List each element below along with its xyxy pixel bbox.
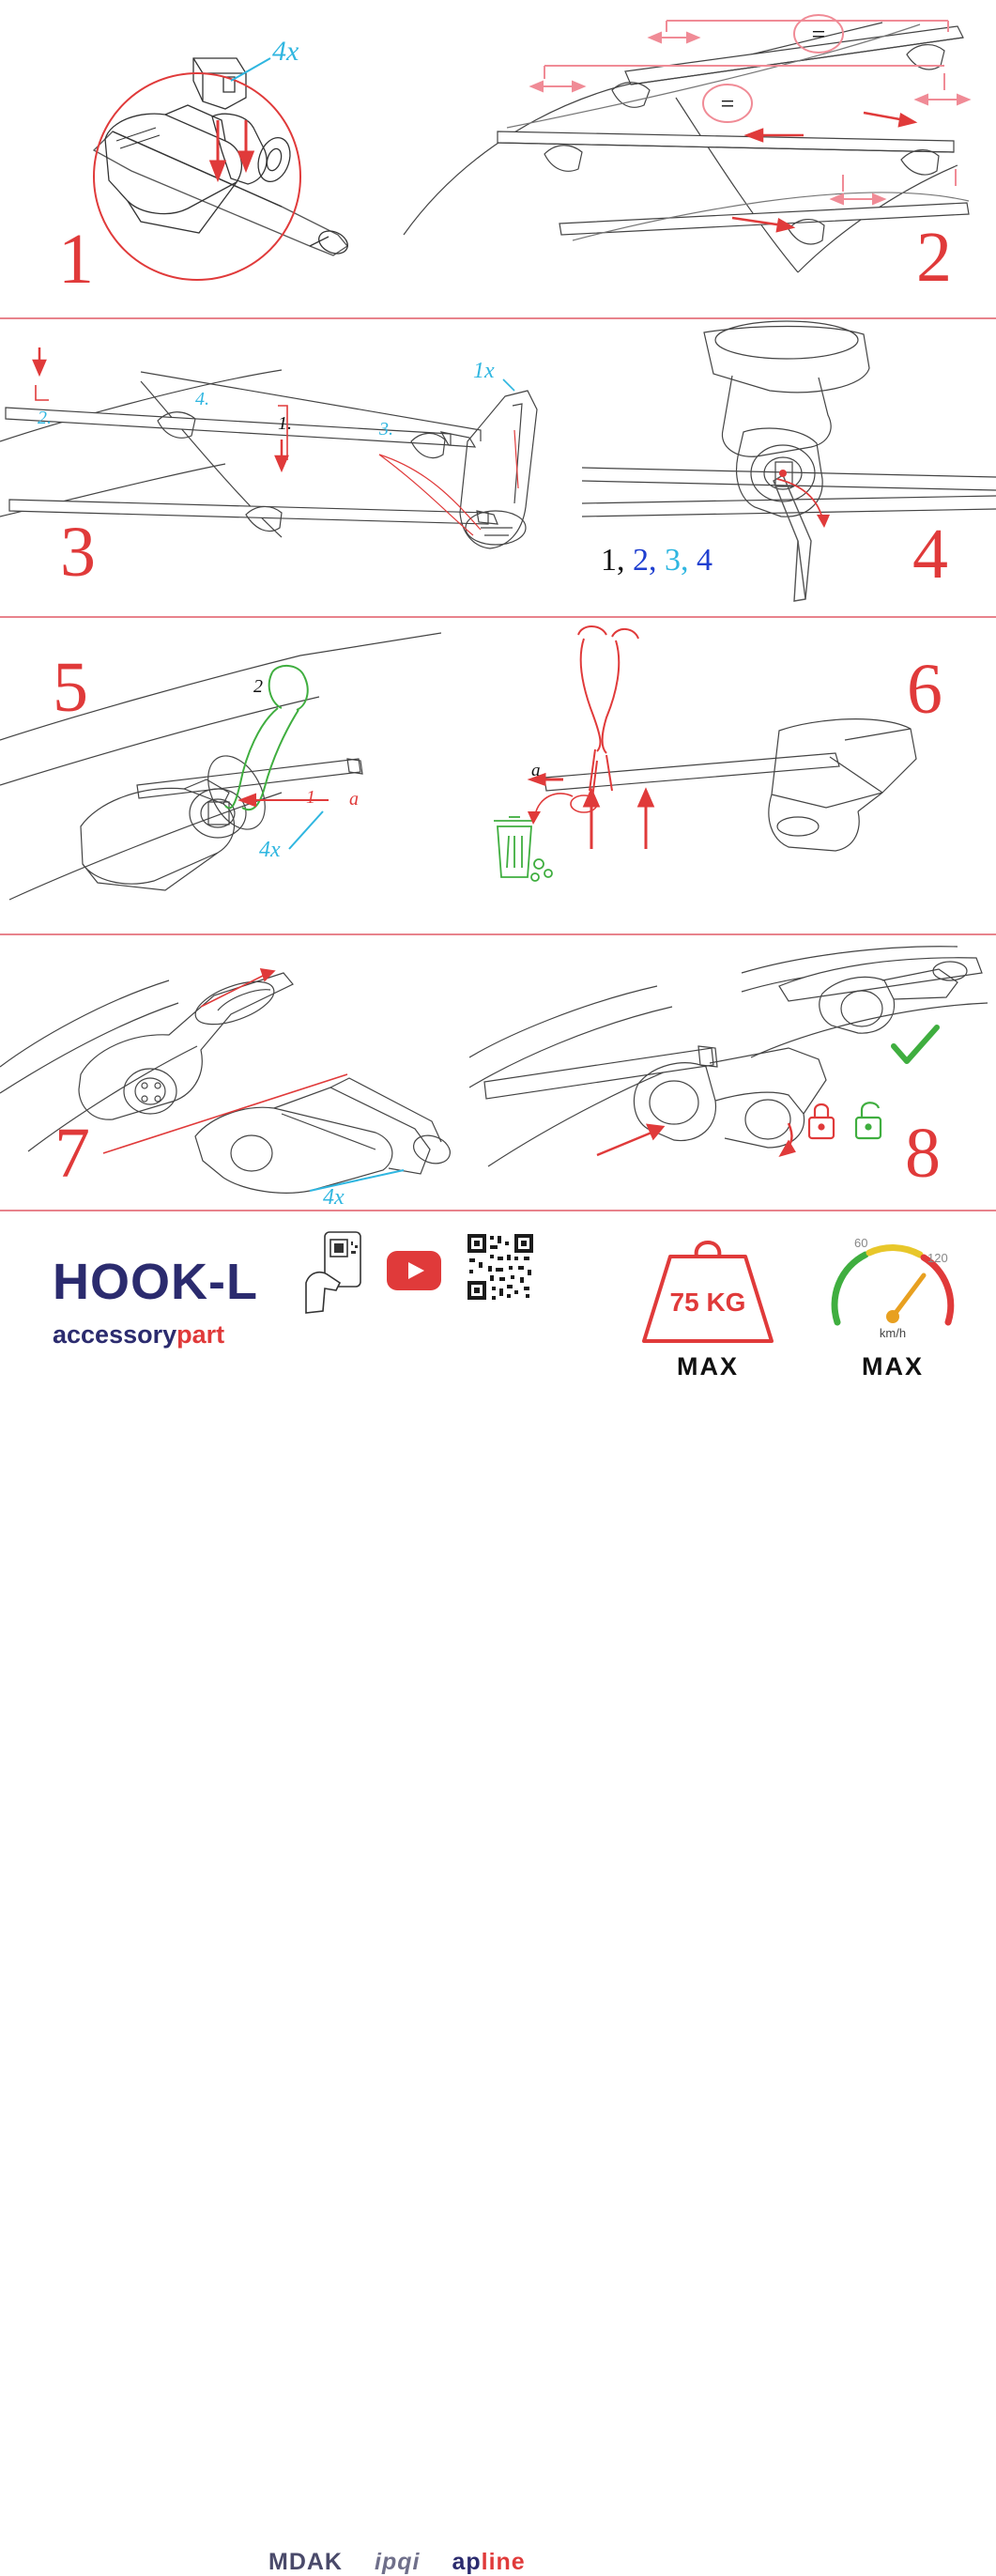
step-4-seq-3: 3, <box>665 543 689 578</box>
step-8-panel <box>469 935 996 1211</box>
step-3-order-4: 4. <box>195 389 209 409</box>
step-3-tool-qty: 1x <box>473 359 495 383</box>
product-name: HOOK-L <box>53 1254 258 1310</box>
speed-unit: km/h <box>879 1326 907 1340</box>
brand-subtitle <box>53 1320 258 1350</box>
qr-code-icon <box>466 1232 535 1302</box>
speed-tick-60: 60 <box>854 1236 868 1250</box>
step-2-number: 2 <box>916 218 954 297</box>
step-3-order-2: 2. <box>38 408 52 428</box>
partner-logos <box>268 2549 526 2576</box>
step-5-panel <box>0 618 441 933</box>
step-4-seq-2: 2, <box>633 543 657 578</box>
step-3-order-3: 3. <box>379 419 393 440</box>
brand-sub-left: accessory <box>53 1320 177 1349</box>
footer <box>0 1211 996 2575</box>
step-7-qty-label: 4x <box>323 1185 345 1210</box>
brand-sub-right: part <box>176 1320 225 1349</box>
step-6-panel <box>441 618 996 933</box>
speed-limit-caption: MAX <box>862 1352 924 1381</box>
partner-apline-left: ap <box>452 2549 482 2575</box>
step-4-seq-4: 4 <box>697 543 713 578</box>
step-1-number: 1 <box>58 220 96 299</box>
step-5-number: 5 <box>53 648 90 727</box>
speed-tick-120: 120 <box>927 1251 948 1265</box>
step-4-number: 4 <box>912 515 950 594</box>
step-3-panel <box>0 319 582 616</box>
step-1-qty-label: 4x <box>272 36 299 67</box>
qr-scan-phone-icon <box>300 1230 379 1317</box>
load-limit-value: 75 KG <box>669 1288 746 1317</box>
partner-mdak: MDAK <box>268 2549 343 2575</box>
step-6-label-a: a <box>531 761 541 780</box>
partner-apline <box>452 2549 525 2576</box>
step-4-sequence <box>601 543 713 578</box>
speed-limit-block <box>822 1225 963 1381</box>
step-4-panel <box>582 319 996 616</box>
brand-block <box>53 1254 258 1350</box>
step-5-qty-label: 4x <box>259 838 281 862</box>
step-4-seq-1: 1, <box>601 543 625 578</box>
load-limit-caption: MAX <box>677 1352 739 1381</box>
step-5-label-a: a <box>349 789 359 810</box>
partner-apline-right: line <box>481 2549 526 2575</box>
load-limit-block <box>635 1228 781 1381</box>
step-3-order-1: 1. <box>278 413 292 434</box>
youtube-icon[interactable] <box>387 1251 441 1290</box>
step-3-number: 3 <box>60 513 98 592</box>
weight-icon <box>635 1228 781 1349</box>
step-6-number: 6 <box>907 650 944 729</box>
step-7-panel <box>0 935 469 1211</box>
svg-text:=: = <box>811 21 826 48</box>
speedometer-icon <box>822 1225 963 1349</box>
step-7-number: 7 <box>54 1114 92 1193</box>
step-2-panel <box>394 0 996 317</box>
partner-ipqi: ipqi <box>375 2549 421 2575</box>
step-5-label-1: 1 <box>306 787 315 808</box>
step-8-number: 8 <box>905 1114 942 1193</box>
svg-text:=: = <box>720 90 735 117</box>
step-1-panel <box>0 0 394 317</box>
step-5-label-2: 2 <box>253 676 263 697</box>
